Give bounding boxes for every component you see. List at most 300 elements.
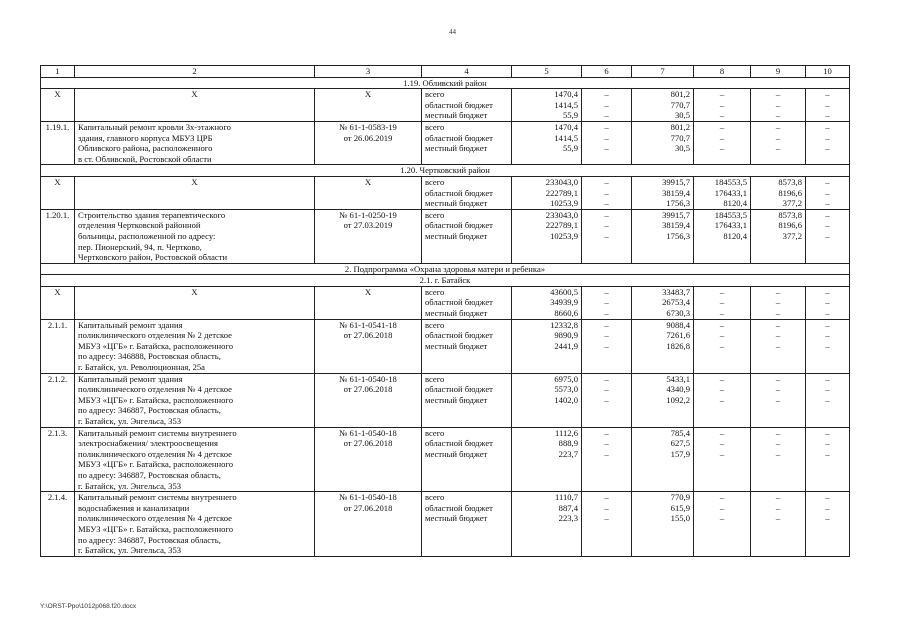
section-row xyxy=(41,275,850,287)
col6-dashes xyxy=(582,89,632,122)
dash: – xyxy=(719,99,725,110)
dash: – xyxy=(719,513,725,524)
document-ref-line: от 27.06.2018 xyxy=(343,438,393,449)
dash: – xyxy=(775,502,781,513)
dash: – xyxy=(775,427,781,438)
dash: – xyxy=(775,492,781,503)
document-ref-line: № 61-1-0250-19 xyxy=(339,209,397,220)
object-name-line: МБУЗ «ЦГБ» г. Батайска, расположенного xyxy=(78,523,233,534)
section-title: 2. Подпрограмма «Охрана здоровья матери и ребенка» xyxy=(41,263,850,275)
col8-dashes xyxy=(694,286,751,319)
dash: – xyxy=(825,492,830,503)
dash: – xyxy=(719,143,725,154)
budget-type-local: местный бюджет xyxy=(425,198,488,209)
col5-amount-line: 233043,0 xyxy=(545,176,578,187)
budget-type-cell xyxy=(422,492,512,557)
document-ref-line: от 27.03.2019 xyxy=(343,220,393,231)
col7-amount xyxy=(632,286,694,319)
col5-amount-line: 2441,9 xyxy=(554,340,578,351)
document-ref-line: № 61-1-0541-18 xyxy=(339,319,397,330)
col5-amount-line: 6975,0 xyxy=(554,373,578,384)
dash: – xyxy=(825,89,830,100)
col6-dashes xyxy=(582,427,632,492)
dash: – xyxy=(825,373,830,384)
file-path-footer: Y:\ORST-Ppo\1012p068.f20.docx xyxy=(40,603,137,610)
document-ref-line: от 27.06.2018 xyxy=(343,384,393,395)
col7-amount-line: 4340,9 xyxy=(666,384,690,395)
col5-amount-line: 1414,5 xyxy=(554,132,578,143)
dash: – xyxy=(604,394,609,405)
budget-type-regional: областной бюджет xyxy=(425,330,493,341)
header-row xyxy=(41,66,850,78)
col6-dashes xyxy=(582,373,632,427)
document-ref xyxy=(315,121,422,164)
dash: – xyxy=(604,502,609,513)
dash: – xyxy=(825,209,830,220)
col5-amount-line: 10253,9 xyxy=(550,198,578,209)
item-number: 2.1.2. xyxy=(41,373,75,427)
summary-row xyxy=(41,176,850,209)
column-number-3: 3 xyxy=(315,66,422,78)
dash: – xyxy=(719,308,725,319)
x-cell: Х xyxy=(41,176,75,209)
item-number: 1.19.1. xyxy=(41,121,75,164)
item-number: 2.1.3. xyxy=(41,427,75,492)
dash: – xyxy=(719,492,725,503)
budget-type-local: местный бюджет xyxy=(425,394,488,405)
dash: – xyxy=(775,438,781,449)
col7-amount xyxy=(632,373,694,427)
col8-dashes xyxy=(694,121,751,164)
col10-dashes xyxy=(806,209,850,263)
col9-amount-line: 8573,8 xyxy=(778,176,802,187)
object-name-line: поликлинического отделения № 4 детское xyxy=(78,448,232,459)
col7-amount-line: 1826,8 xyxy=(666,340,690,351)
budget-type-local: местный бюджет xyxy=(425,340,488,351)
dash: – xyxy=(719,89,725,100)
col10-dashes xyxy=(806,319,850,373)
dash: – xyxy=(825,132,830,143)
dash: – xyxy=(719,297,725,308)
object-name xyxy=(75,121,315,164)
col10-dashes xyxy=(806,121,850,164)
col9-dashes xyxy=(751,492,806,557)
budget-type-cell xyxy=(422,209,512,263)
col8-dashes xyxy=(694,492,751,557)
dash: – xyxy=(604,286,609,297)
object-name-line: Чертковского район, Ростовской области xyxy=(78,252,228,263)
budget-type-local: местный бюджет xyxy=(425,110,488,121)
item-number: 2.1.4. xyxy=(41,492,75,557)
col5-amount-line: 55,9 xyxy=(562,110,578,121)
col5-amount-line: 222789,1 xyxy=(545,187,578,198)
dash: – xyxy=(719,286,725,297)
dash: – xyxy=(604,187,609,198)
object-name-line: г. Батайск, ул. Энгельса, 353 xyxy=(78,480,182,491)
budget-type-total: всего xyxy=(425,121,445,132)
dash: – xyxy=(719,448,725,459)
budget-type-total: всего xyxy=(425,373,445,384)
col8-dashes xyxy=(694,89,751,122)
col7-amount-line: 615,9 xyxy=(670,502,690,513)
col7-amount-line: 770,7 xyxy=(670,99,690,110)
x-cell: Х xyxy=(75,89,315,122)
dash: – xyxy=(825,121,830,132)
dash: – xyxy=(825,384,830,395)
dash: – xyxy=(604,438,609,449)
dash: – xyxy=(604,209,609,220)
col7-amount-line: 26753,4 xyxy=(662,297,690,308)
column-number-7: 7 xyxy=(632,66,694,78)
budget-table xyxy=(40,65,850,557)
budget-type-cell xyxy=(422,427,512,492)
dash: – xyxy=(775,132,781,143)
budget-type-cell xyxy=(422,121,512,164)
x-cell: Х xyxy=(315,176,422,209)
col5-amount-line: 1470,4 xyxy=(554,121,578,132)
col7-amount-line: 1756,3 xyxy=(666,230,690,241)
col9-amount-line: 377,2 xyxy=(782,230,802,241)
object-row xyxy=(41,121,850,164)
col7-amount-line: 39915,7 xyxy=(662,176,690,187)
col8-dashes xyxy=(694,373,751,427)
budget-type-total: всего xyxy=(425,209,445,220)
section-title: 2.1. г. Батайск xyxy=(41,275,850,287)
dash: – xyxy=(604,230,609,241)
document-ref-line: от 27.06.2018 xyxy=(343,330,393,341)
col5-amount-line: 5573,0 xyxy=(554,384,578,395)
dash: – xyxy=(825,230,830,241)
dash: – xyxy=(775,286,781,297)
object-name-line: Капитальный ремонт кровли 3х-этажного xyxy=(78,121,231,132)
col5-amount xyxy=(512,121,582,164)
col7-amount-line: 38159,4 xyxy=(662,187,690,198)
dash: – xyxy=(775,89,781,100)
col10-dashes xyxy=(806,492,850,557)
col7-amount-line: 9088,4 xyxy=(666,319,690,330)
object-name-line: электроснабжения/ электроосвещения xyxy=(78,438,218,449)
col9-dashes xyxy=(751,373,806,427)
budget-type-total: всего xyxy=(425,176,445,187)
col7-amount xyxy=(632,121,694,164)
col5-amount xyxy=(512,427,582,492)
object-name-line: поликлинического отделения № 4 детское xyxy=(78,384,232,395)
col7-amount-line: 6730,3 xyxy=(666,308,690,319)
col5-amount-line: 887,4 xyxy=(558,502,578,513)
dash: – xyxy=(825,99,830,110)
col9-amount xyxy=(751,176,806,209)
col7-amount-line: 38159,4 xyxy=(662,220,690,231)
document-ref-line: № 61-1-0540-18 xyxy=(339,492,397,503)
col5-amount-line: 233043,0 xyxy=(545,209,578,220)
col7-amount-line: 801,2 xyxy=(670,121,690,132)
object-name-line: МБУЗ «ЦГБ» г. Батайска, расположенного xyxy=(78,340,233,351)
section-title: 1.19. Обливский район xyxy=(41,77,850,89)
dash: – xyxy=(775,394,781,405)
object-name-line: отделения Чертковской районной xyxy=(78,220,201,231)
col5-amount-line: 223,3 xyxy=(558,513,578,524)
dash: – xyxy=(775,99,781,110)
x-cell: Х xyxy=(315,286,422,319)
dash: – xyxy=(775,143,781,154)
dash: – xyxy=(604,319,609,330)
col6-dashes xyxy=(582,121,632,164)
dash: – xyxy=(775,121,781,132)
column-number-8: 8 xyxy=(694,66,751,78)
object-name-line: Капитальный ремонт системы внутреннего xyxy=(78,427,237,438)
budget-type-local: местный бюджет xyxy=(425,448,488,459)
budget-type-total: всего xyxy=(425,427,445,438)
object-name-line: Строительство здания терапевтического xyxy=(78,209,226,220)
object-name-line: по адресу: 346888, Ростовская область, xyxy=(78,351,221,362)
document-ref xyxy=(315,373,422,427)
dash: – xyxy=(719,373,725,384)
col6-dashes xyxy=(582,209,632,263)
col8-amount-line: 184553,5 xyxy=(714,176,747,187)
section-title: 1.20. Чертковский район xyxy=(41,165,850,177)
budget-type-total: всего xyxy=(425,89,445,100)
col5-amount-line: 223,7 xyxy=(558,448,578,459)
column-number-6: 6 xyxy=(582,66,632,78)
object-name-line: Капитальный ремонт системы внутреннего xyxy=(78,492,237,503)
col8-dashes xyxy=(694,319,751,373)
dash: – xyxy=(825,502,830,513)
col7-amount xyxy=(632,319,694,373)
summary-row xyxy=(41,286,850,319)
item-number: 2.1.1. xyxy=(41,319,75,373)
dash: – xyxy=(604,99,609,110)
col8-amount xyxy=(694,209,751,263)
object-name-line: г. Батайск, ул. Энгельса, 353 xyxy=(78,545,182,556)
dash: – xyxy=(775,373,781,384)
dash: – xyxy=(825,110,830,121)
col7-amount xyxy=(632,89,694,122)
dash: – xyxy=(825,513,830,524)
object-name xyxy=(75,209,315,263)
dash: – xyxy=(825,394,830,405)
col5-amount-line: 1402,0 xyxy=(554,394,578,405)
col5-amount-line: 9890,9 xyxy=(554,330,578,341)
budget-type-regional: областной бюджет xyxy=(425,187,493,198)
budget-type-regional: областной бюджет xyxy=(425,99,493,110)
col8-amount-line: 184553,5 xyxy=(714,209,747,220)
dash: – xyxy=(825,187,830,198)
budget-type-total: всего xyxy=(425,319,445,330)
budget-type-regional: областной бюджет xyxy=(425,384,493,395)
col8-dashes xyxy=(694,427,751,492)
dash: – xyxy=(604,143,609,154)
col9-dashes xyxy=(751,427,806,492)
dash: – xyxy=(604,297,609,308)
col5-amount-line: 222789,1 xyxy=(545,220,578,231)
dash: – xyxy=(604,340,609,351)
dash: – xyxy=(604,132,609,143)
col5-amount-line: 888,9 xyxy=(558,438,578,449)
col8-amount xyxy=(694,176,751,209)
dash: – xyxy=(825,198,830,209)
dash: – xyxy=(719,427,725,438)
col5-amount xyxy=(512,319,582,373)
dash: – xyxy=(825,286,830,297)
document-ref-line: № 61-1-0583-19 xyxy=(339,121,397,132)
col5-amount-line: 12332,8 xyxy=(550,319,578,330)
summary-row xyxy=(41,89,850,122)
col7-amount-line: 30,5 xyxy=(674,143,690,154)
dash: – xyxy=(604,198,609,209)
document-ref-line: от 26.06.2019 xyxy=(343,132,393,143)
budget-type-cell xyxy=(422,373,512,427)
dash: – xyxy=(775,384,781,395)
col5-amount-line: 55,9 xyxy=(562,143,578,154)
object-name-line: в ст. Обливской, Ростовской области xyxy=(78,153,212,164)
object-name-line: по адресу: 346887, Ростовская область, xyxy=(78,469,221,480)
dash: – xyxy=(775,448,781,459)
dash: – xyxy=(825,143,830,154)
item-number: 1.20.1. xyxy=(41,209,75,263)
col7-amount-line: 801,2 xyxy=(670,89,690,100)
dash: – xyxy=(604,427,609,438)
budget-type-cell xyxy=(422,176,512,209)
object-name-line: по адресу: 346887, Ростовская область, xyxy=(78,405,221,416)
col5-amount-line: 1470,4 xyxy=(554,89,578,100)
budget-type-cell xyxy=(422,319,512,373)
col8-amount-line: 176433,1 xyxy=(714,220,747,231)
col7-amount-line: 155,0 xyxy=(670,513,690,524)
col9-amount-line: 377,2 xyxy=(782,198,802,209)
dash: – xyxy=(719,330,725,341)
dash: – xyxy=(825,340,830,351)
col10-dashes xyxy=(806,373,850,427)
column-number-9: 9 xyxy=(751,66,806,78)
x-cell: Х xyxy=(315,89,422,122)
col7-amount-line: 157,9 xyxy=(670,448,690,459)
col7-amount-line: 33483,7 xyxy=(662,286,690,297)
dash: – xyxy=(604,89,609,100)
col10-dashes xyxy=(806,176,850,209)
col5-amount xyxy=(512,373,582,427)
col6-dashes xyxy=(582,176,632,209)
col7-amount-line: 39915,7 xyxy=(662,209,690,220)
column-number-4: 4 xyxy=(422,66,512,78)
dash: – xyxy=(604,220,609,231)
object-row xyxy=(41,209,850,263)
object-name-line: пер. Пионерский, 94, п. Чертково, xyxy=(78,241,202,252)
budget-type-total: всего xyxy=(425,286,445,297)
col9-dashes xyxy=(751,319,806,373)
section-row xyxy=(41,165,850,177)
object-name-line: поликлинического отделения № 2 детское xyxy=(78,330,232,341)
dash: – xyxy=(604,110,609,121)
budget-type-cell xyxy=(422,89,512,122)
dash: – xyxy=(825,319,830,330)
object-name-line: Капитальный ремонт здания xyxy=(78,373,183,384)
col8-amount-line: 8120,4 xyxy=(723,230,747,241)
col5-amount-line: 1112,6 xyxy=(555,427,578,438)
object-name-line: г. Батайск, ул. Революционная, 25а xyxy=(78,362,205,373)
object-row xyxy=(41,373,850,427)
x-cell: Х xyxy=(75,286,315,319)
col5-amount xyxy=(512,176,582,209)
col10-dashes xyxy=(806,89,850,122)
dash: – xyxy=(719,110,725,121)
object-name-line: Обливского района, расположенного xyxy=(78,143,213,154)
section-row xyxy=(41,77,850,89)
object-name-line: МБУЗ «ЦГБ» г. Батайска, расположенного xyxy=(78,394,233,405)
col10-dashes xyxy=(806,427,850,492)
column-number-5: 5 xyxy=(512,66,582,78)
col7-amount xyxy=(632,427,694,492)
object-name-line: поликлинического отделения № 4 детское xyxy=(78,513,232,524)
object-name xyxy=(75,373,315,427)
document-ref-line: № 61-1-0540-18 xyxy=(339,373,397,384)
col10-dashes xyxy=(806,286,850,319)
col7-amount-line: 5433,1 xyxy=(666,373,690,384)
col5-amount xyxy=(512,492,582,557)
object-name-line: здания, главного корпуса МБУЗ ЦРБ xyxy=(78,132,213,143)
object-row xyxy=(41,492,850,557)
col7-amount xyxy=(632,209,694,263)
col5-amount-line: 8660,6 xyxy=(554,308,578,319)
col6-dashes xyxy=(582,492,632,557)
object-name-line: по адресу: 346887, Ростовская область, xyxy=(78,534,221,545)
dash: – xyxy=(775,308,781,319)
col9-amount-line: 8573,8 xyxy=(778,209,802,220)
x-cell: Х xyxy=(41,286,75,319)
dash: – xyxy=(825,176,830,187)
dash: – xyxy=(604,492,609,503)
object-name-line: Капитальный ремонт здания xyxy=(78,319,183,330)
budget-type-cell xyxy=(422,286,512,319)
col9-dashes xyxy=(751,89,806,122)
dash: – xyxy=(825,220,830,231)
dash: – xyxy=(825,448,830,459)
col5-amount-line: 43600,5 xyxy=(550,286,578,297)
budget-type-total: всего xyxy=(425,492,445,503)
col5-amount-line: 34939,9 xyxy=(550,297,578,308)
budget-type-regional: областной бюджет xyxy=(425,132,493,143)
budget-type-regional: областной бюджет xyxy=(425,220,493,231)
document-ref xyxy=(315,492,422,557)
budget-type-local: местный бюджет xyxy=(425,230,488,241)
col5-amount xyxy=(512,209,582,263)
col8-amount-line: 176433,1 xyxy=(714,187,747,198)
document-ref xyxy=(315,209,422,263)
col9-amount-line: 8196,6 xyxy=(778,220,802,231)
object-row xyxy=(41,427,850,492)
col9-amount xyxy=(751,209,806,263)
dash: – xyxy=(604,176,609,187)
column-number-10: 10 xyxy=(806,66,850,78)
col7-amount-line: 1092,2 xyxy=(666,394,690,405)
dash: – xyxy=(825,427,830,438)
col9-dashes xyxy=(751,286,806,319)
object-row xyxy=(41,319,850,373)
object-name-line: МБУЗ «ЦГБ» г. Батайска, расположенного xyxy=(78,459,233,470)
col7-amount xyxy=(632,492,694,557)
dash: – xyxy=(604,121,609,132)
budget-type-local: местный бюджет xyxy=(425,513,488,524)
col7-amount-line: 785,4 xyxy=(670,427,690,438)
dash: – xyxy=(825,297,830,308)
budget-type-local: местный бюджет xyxy=(425,143,488,154)
x-cell: Х xyxy=(41,89,75,122)
dash: – xyxy=(719,319,725,330)
object-name-line: водоснабжения и канализации xyxy=(78,502,190,513)
dash: – xyxy=(604,384,609,395)
dash: – xyxy=(719,394,725,405)
col9-amount-line: 8196,6 xyxy=(778,187,802,198)
object-name-line: г. Батайск, ул. Энгельса, 353 xyxy=(78,416,182,426)
